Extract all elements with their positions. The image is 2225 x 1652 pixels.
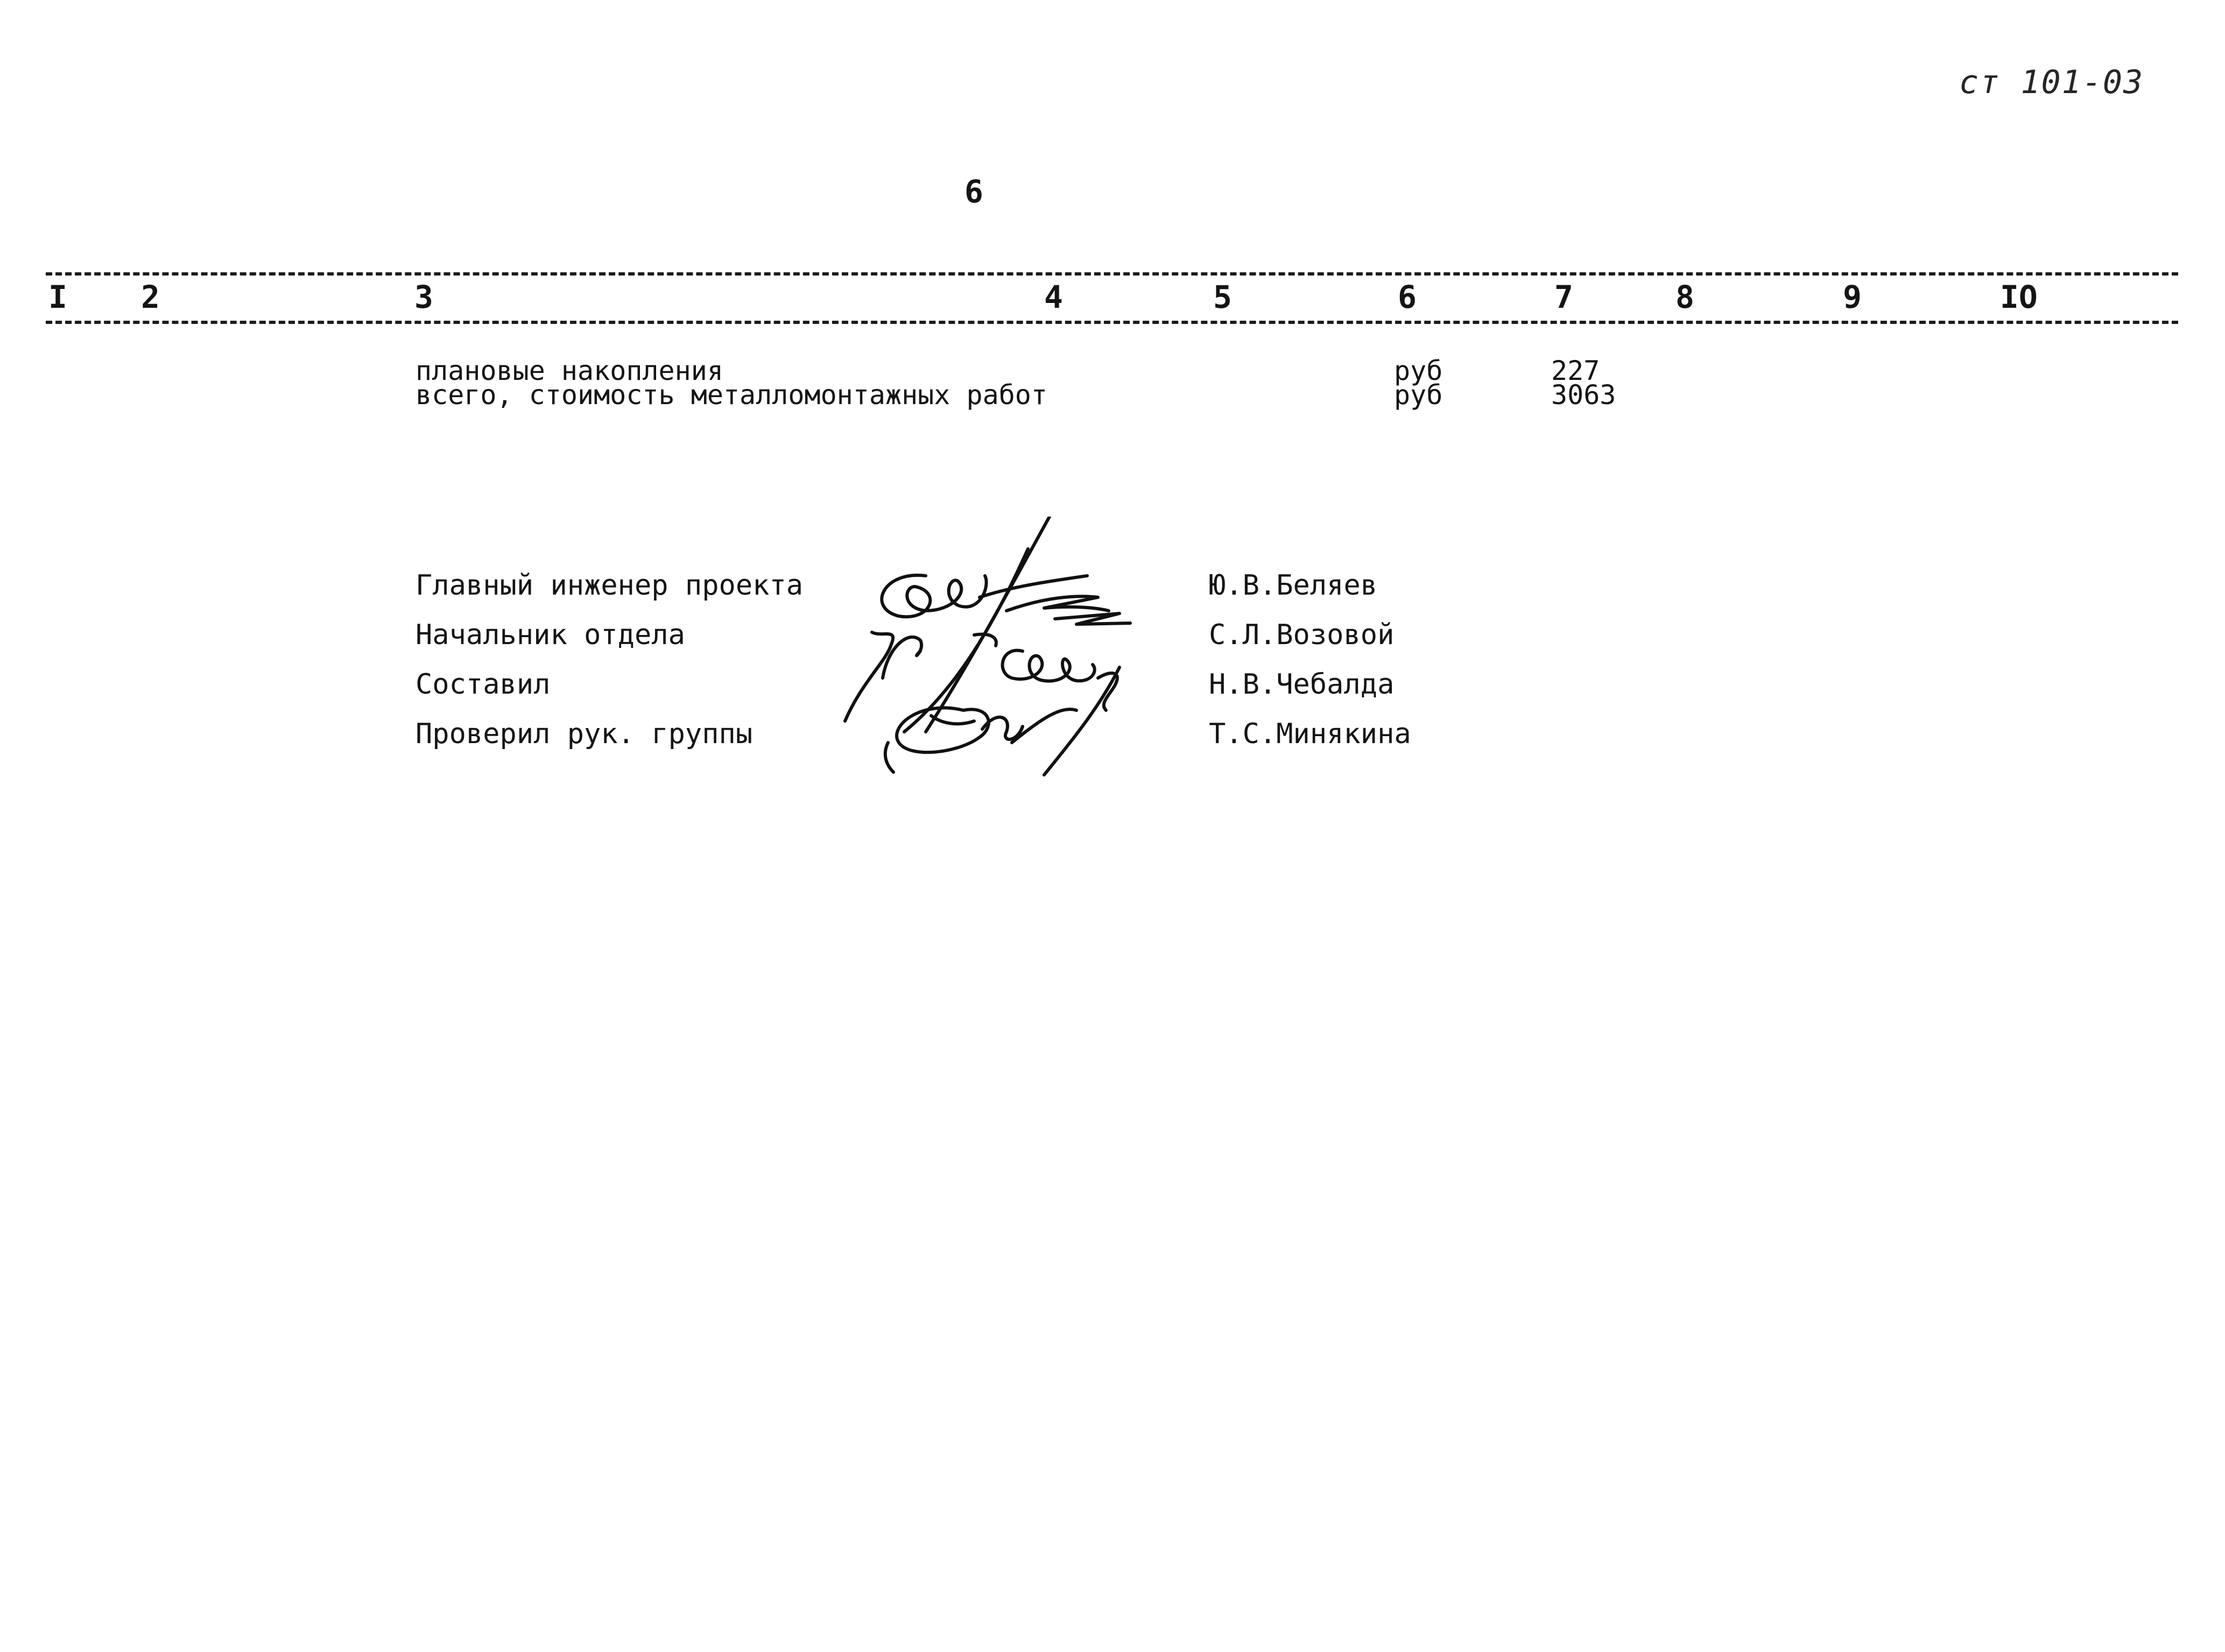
signatory-name-1: Ю.В.Беляев xyxy=(1209,569,1378,602)
signatory-role-2: Начальник отдела xyxy=(416,619,685,651)
row-1-value: 227 xyxy=(1551,355,1600,386)
page-number: 6 xyxy=(964,173,983,210)
column-header-3: 3 xyxy=(414,279,433,315)
table-header-bottom-rule xyxy=(46,321,2178,324)
column-header-8: 8 xyxy=(1675,279,1694,315)
column-header-9: 9 xyxy=(1843,279,1862,315)
row-1-description: плановые накопления xyxy=(416,355,723,386)
column-header-7: 7 xyxy=(1554,279,1573,315)
signatory-name-4: Т.С.Минякина xyxy=(1209,718,1411,750)
column-header-10: IO xyxy=(2000,279,2038,315)
column-header-2: 2 xyxy=(141,279,160,315)
signatory-name-3: Н.В.Чебалда xyxy=(1209,668,1395,701)
column-header-4: 4 xyxy=(1044,279,1063,315)
signatory-name-2: С.Л.Возовой xyxy=(1209,619,1395,651)
signatory-role-1: Главный инженер проекта xyxy=(416,569,804,602)
row-2-unit: руб xyxy=(1394,379,1443,411)
row-1-unit: руб xyxy=(1394,355,1443,386)
document-code: ст 101-03 xyxy=(1959,63,2144,101)
column-header-5: 5 xyxy=(1213,279,1232,315)
column-header-1: I xyxy=(48,279,67,315)
signatory-role-4: Проверил рук. группы xyxy=(416,718,753,750)
table-header-top-rule xyxy=(46,272,2178,276)
signatory-role-3: Составил xyxy=(416,668,551,701)
row-2-description: всего, стоимость металломонтажных работ xyxy=(416,379,1047,411)
row-2-value: 3063 xyxy=(1551,379,1616,411)
column-header-6: 6 xyxy=(1398,279,1417,315)
handwritten-signatures-icon xyxy=(797,517,1216,786)
